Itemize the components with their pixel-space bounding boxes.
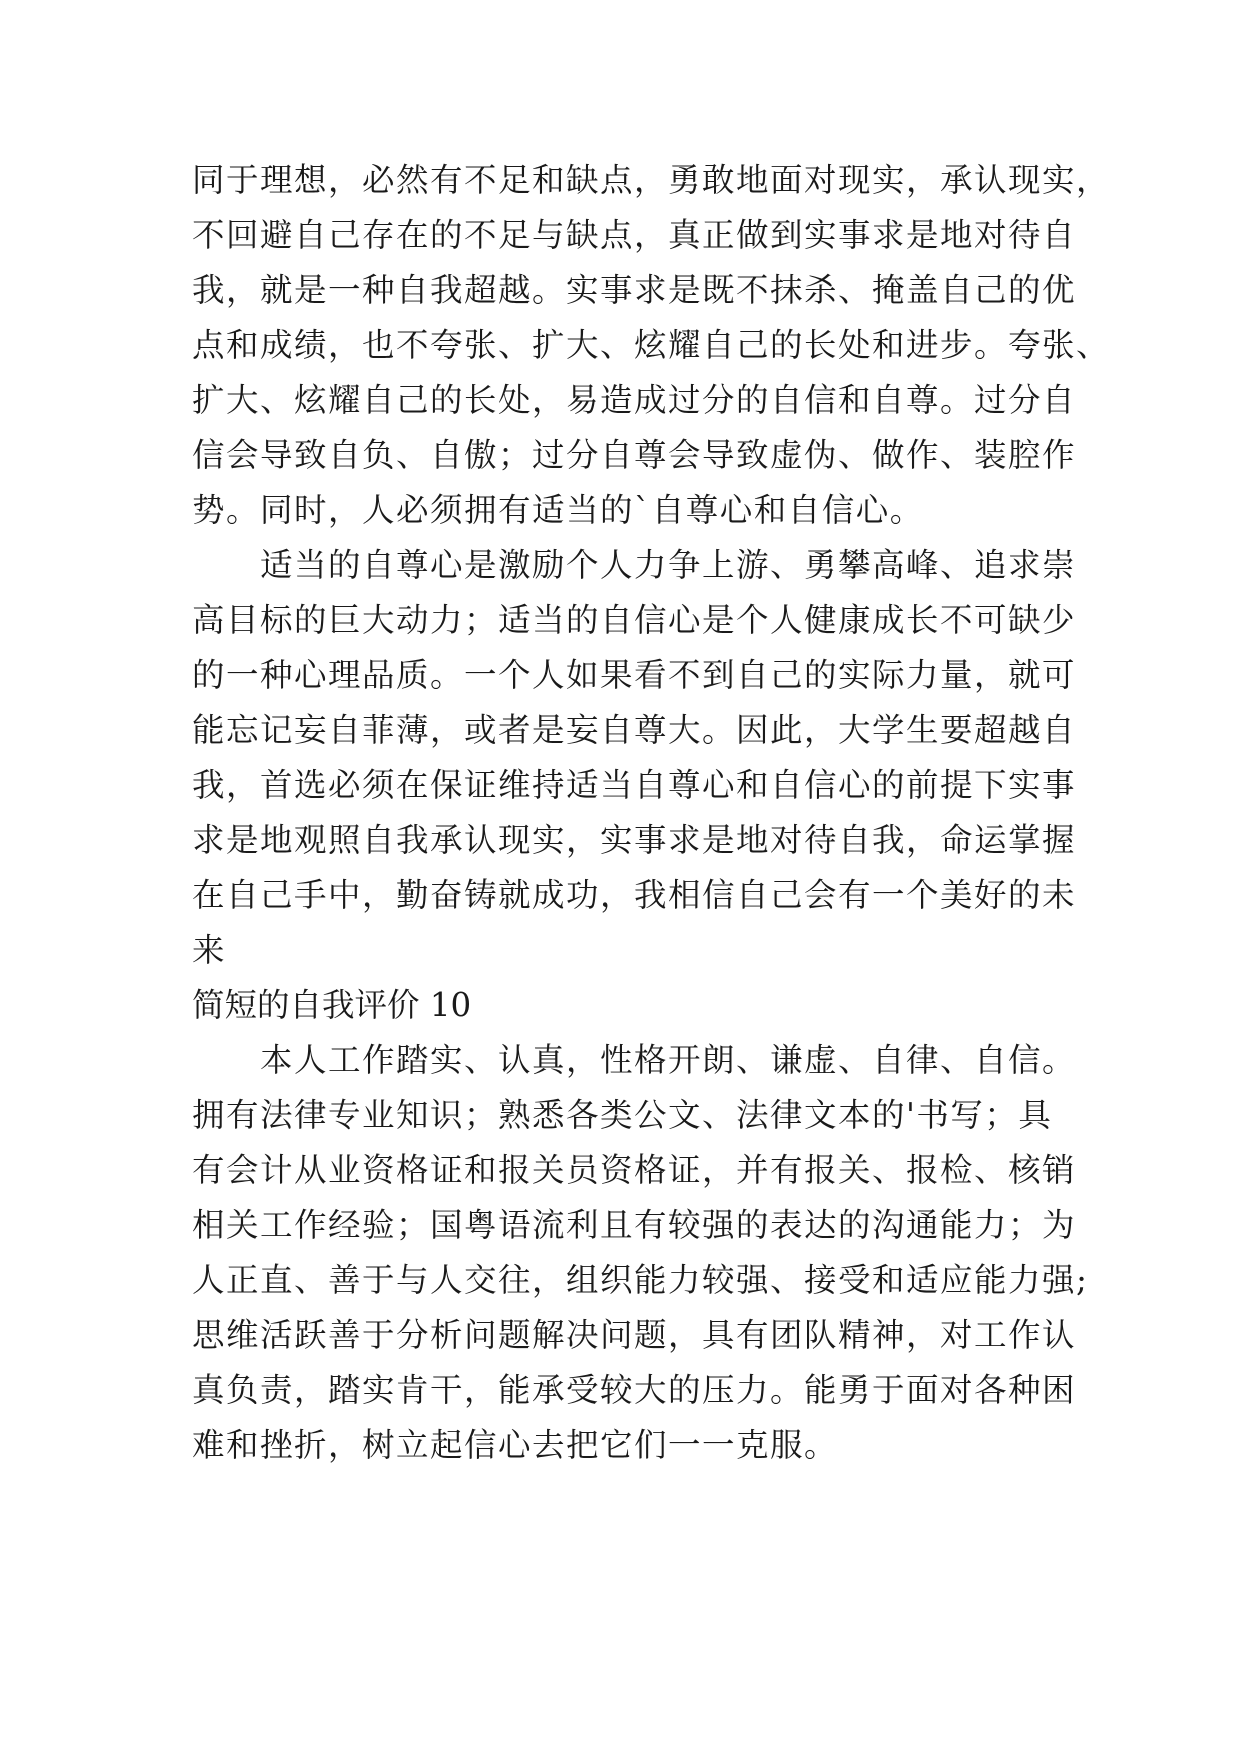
paragraph-line: 在自己手中，勤奋铸就成功，我相信自己会有一个美好的未 <box>192 876 1077 914</box>
paragraph-line: 同于理想，必然有不足和缺点，勇敢地面对现实，承认现实， <box>192 161 1111 199</box>
paragraph-line: 扩大、炫耀自己的长处，易造成过分的自信和自尊。过分自 <box>192 381 1077 419</box>
paragraph-line: 来 <box>192 931 227 969</box>
paragraph-line: 适当的自尊心是激励个人力争上游、勇攀高峰、追求崇 <box>192 546 1077 584</box>
paragraph-line: 能忘记妄自菲薄，或者是妄自尊大。因此，大学生要超越自 <box>192 711 1077 749</box>
paragraph-line: 拥有法律专业知识；熟悉各类公文、法律文本的'书写；具 <box>192 1096 1053 1134</box>
paragraph-line: 不回避自己存在的不足与缺点，真正做到实事求是地对待自 <box>192 216 1077 254</box>
paragraph-line: 点和成绩，也不夸张、扩大、炫耀自己的长处和进步。夸张、 <box>192 326 1111 364</box>
paragraph-line: 本人工作踏实、认真，性格开朗、谦虚、自律、自信。 <box>192 1041 1077 1079</box>
paragraph-line: 求是地观照自我承认现实，实事求是地对待自我，命运掌握 <box>192 821 1077 859</box>
paragraph-line: 思维活跃善于分析问题解决问题，具有团队精神，对工作认 <box>192 1316 1077 1354</box>
paragraph-line: 我，首选必须在保证维持适当自尊心和自信心的前提下实事 <box>192 766 1077 804</box>
section-heading: 简短的自我评价 10 <box>192 986 472 1024</box>
paragraph-line: 难和挫折，树立起信心去把它们一一克服。 <box>192 1426 839 1464</box>
paragraph-line: 相关工作经验；国粤语流利且有较强的表达的沟通能力；为 <box>192 1206 1077 1244</box>
paragraph-line: 我，就是一种自我超越。实事求是既不抹杀、掩盖自己的优 <box>192 271 1077 309</box>
paragraph-line: 有会计从业资格证和报关员资格证，并有报关、报检、核销 <box>192 1151 1077 1189</box>
paragraph-line: 真负责，踏实肯干，能承受较大的压力。能勇于面对各种困 <box>192 1371 1077 1409</box>
paragraph-line: 人正直、善于与人交往，组织能力较强、接受和适应能力强; <box>192 1261 1089 1299</box>
paragraph-line: 的一种心理品质。一个人如果看不到自己的实际力量，就可 <box>192 656 1077 694</box>
paragraph-line: 势。同时，人必须拥有适当的`自尊心和自信心。 <box>192 491 924 529</box>
paragraph-line: 信会导致自负、自傲；过分自尊会导致虚伪、做作、装腔作 <box>192 436 1077 474</box>
paragraph-line: 高目标的巨大动力；适当的自信心是个人健康成长不可缺少 <box>192 601 1077 639</box>
